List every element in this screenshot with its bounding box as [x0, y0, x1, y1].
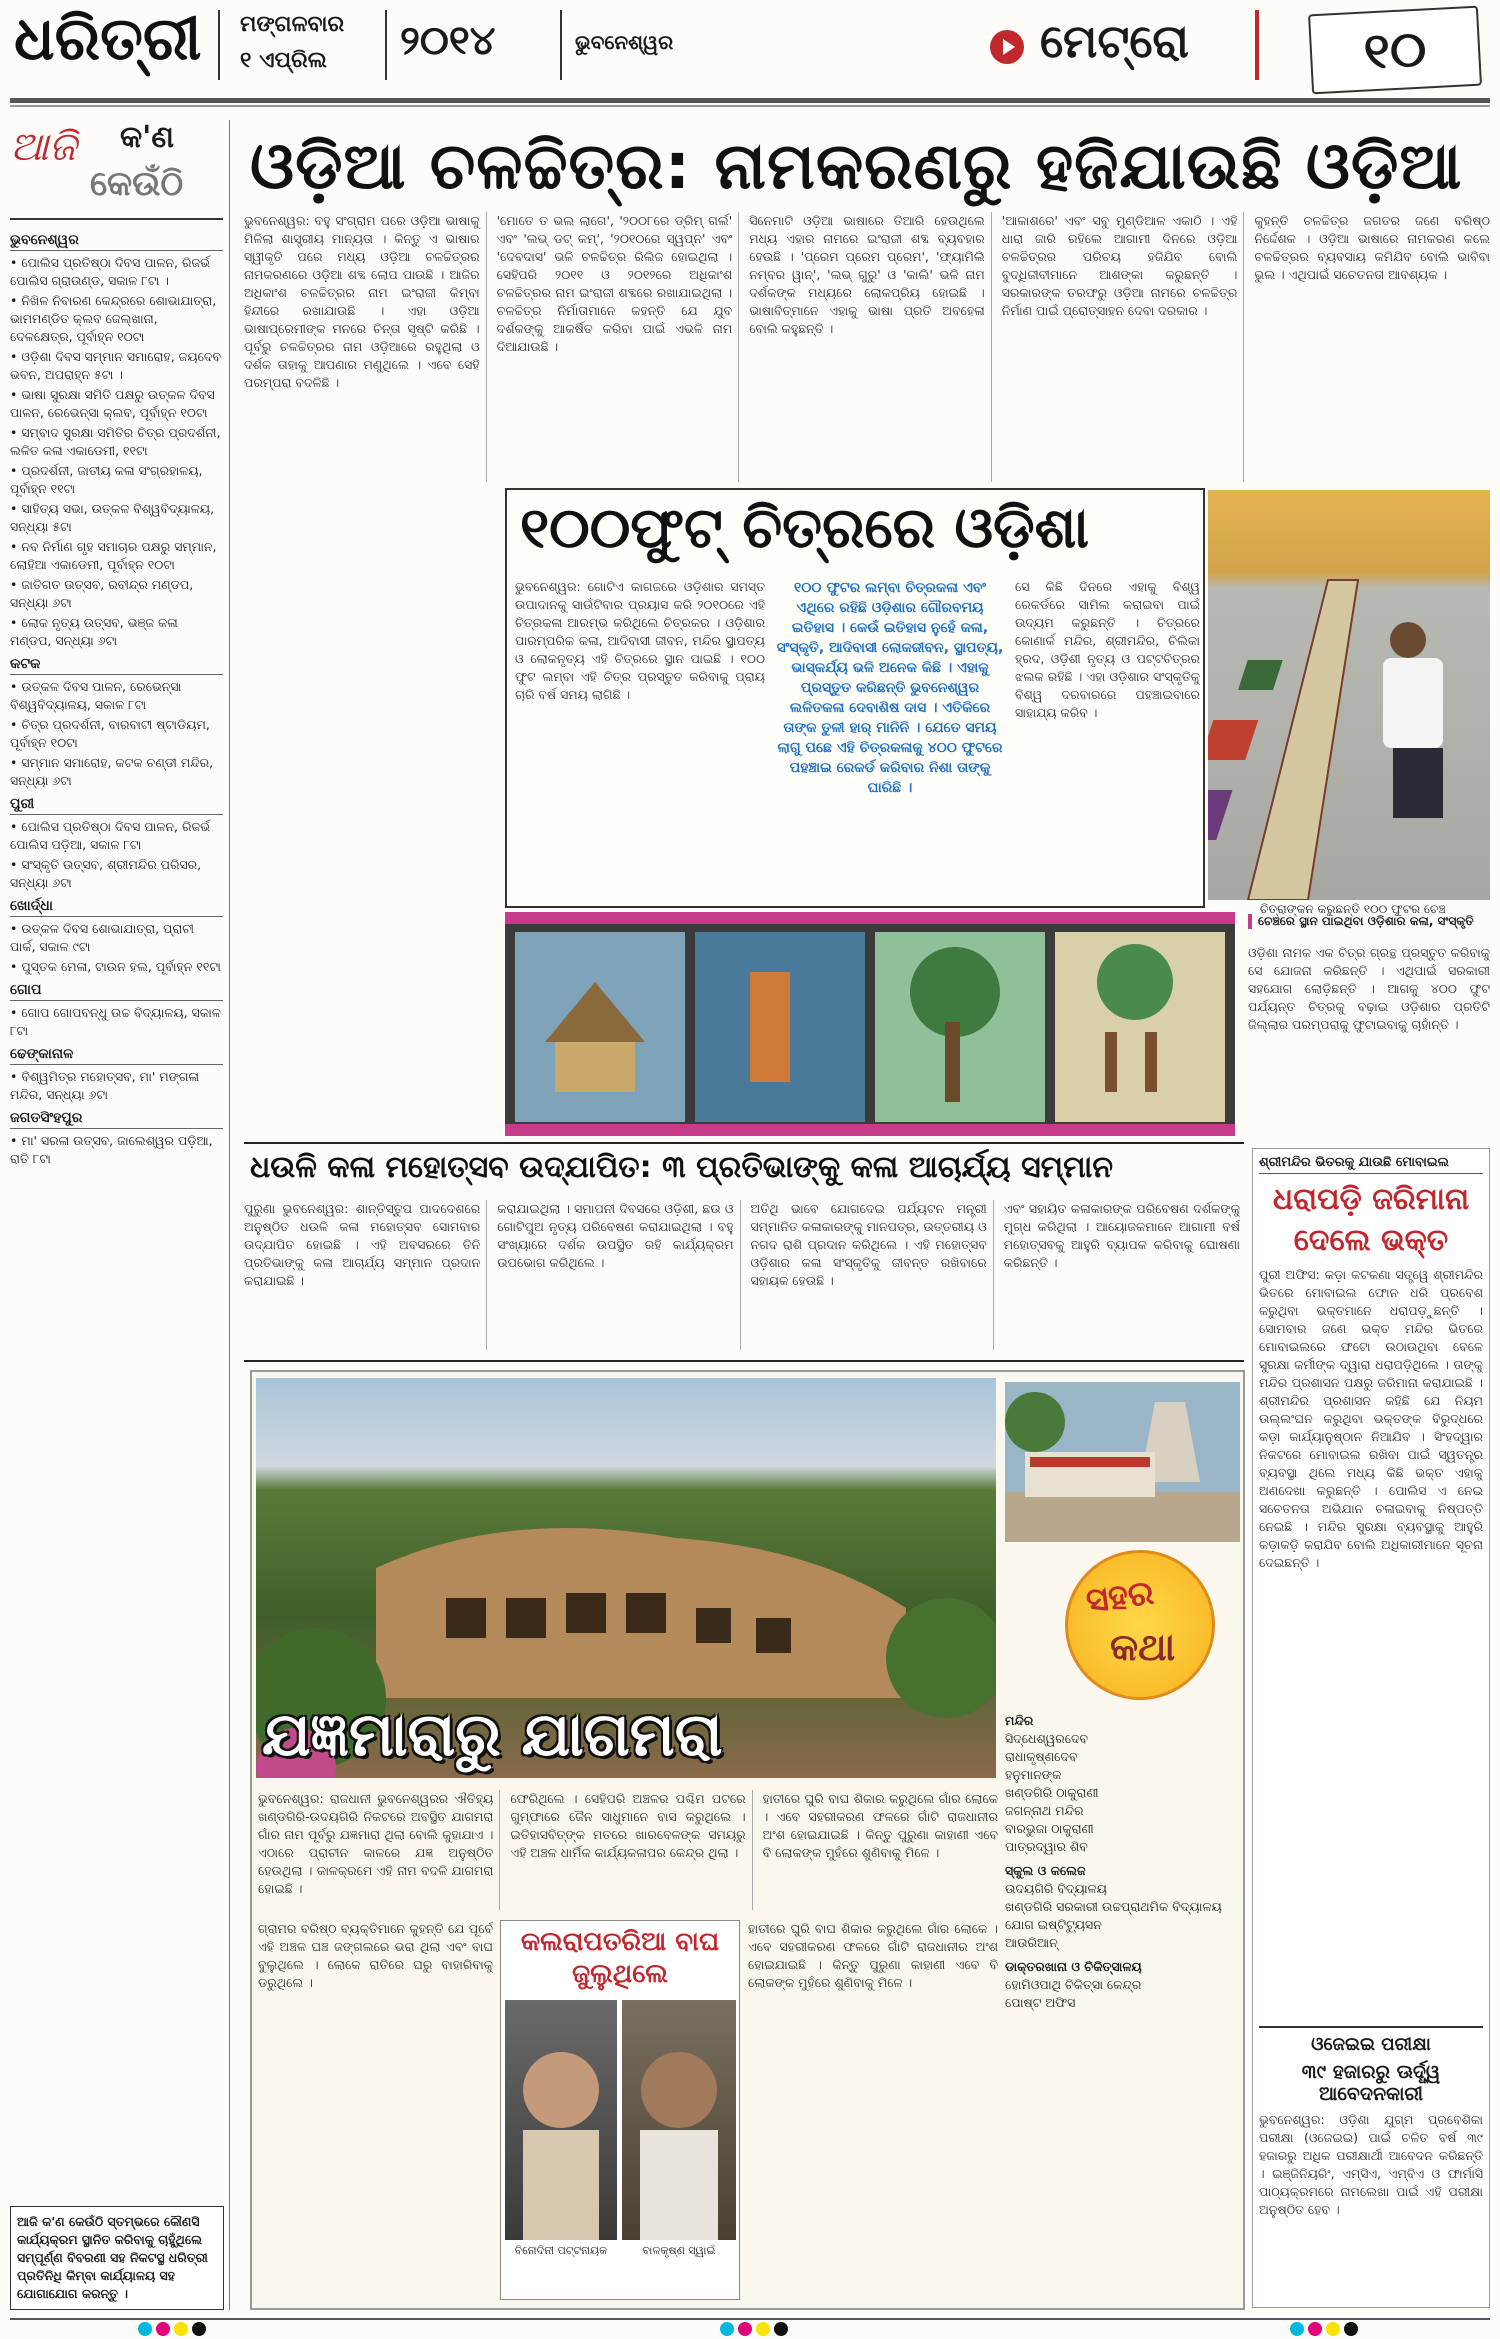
- masthead-date: ୧ ଏପ୍ରିଲ: [240, 48, 327, 73]
- art-strip-caption: ଚେଞ୍ଚରେ ସ୍ଥାନ ପାଇଥିବା ଓଡ଼ିଶାର କଳା, ସଂସ୍କୃତି: [1248, 914, 1488, 929]
- lead-col-1: ଭୁବନେଶ୍ୱର: ବହୁ ସଂଗ୍ରାମ ପରେ ଓଡ଼ିଆ ଭାଷାକୁ ମିଳିଲା ଶାସ୍ତ୍ରୀୟ ମାନ୍ୟତା । କିନ୍ତୁ ଏ ଭାଷାର ସ୍ୱୀକୃତି ପରେ ମଧ୍ୟ ଓଡ଼ିଆ ଚଳଚ୍ଚିତ୍ରର ନାମକରଣରେ ଓଡ଼ିଆ ଶବ୍ଦ ଲୋପ ପାଉଛି । ଆଜିର ଅଧିକାଂଶ ଚଳଚ୍ଚିତ୍ରର ନାମ ଇଂରାଜୀ କିମ୍ବା ହିନ୍ଦୀରେ ରଖାଯାଉଛି । ଏହା ଓଡ଼ିଆ ଭାଷାପ୍ରେମୀଙ୍କ ମନରେ ଚିନ୍ତା ସୃଷ୍ଟି କରିଛି । ପୂର୍ବରୁ ଚଳଚ୍ଚିତ୍ରର ନାମ ଓଡ଼ିଆରେ ରହୁଥିଲା ଓ ଦର୍ଶକ ତାହାକୁ ଆପଣାର ମଣୁଥିଲେ । ଏବେ ସେହି ପରମ୍ପରା ବଦଳିଛି ।: [244, 212, 487, 482]
- aaji-label: ଆଜି: [10, 124, 77, 170]
- udaygiri-columns: [258, 1790, 998, 1910]
- elder-woman-photo: [505, 2000, 617, 2240]
- temple-list: [1005, 1730, 1240, 1856]
- lead-columns: [244, 212, 1490, 482]
- puri-headline-2: ଦେଲେ ଭକ୍ତ: [1293, 1223, 1449, 1258]
- art-col-1: ଭୁବନେଶ୍ୱର: ଗୋଟିଏ କାଗଜରେ ଓଡ଼ିଶାର ସମସ୍ତ ଉପାଦାନକୁ ସାଉଁଟିବାର ପ୍ରୟାସ କରି ୨୦୧୦ରେ ଏହି ଚିତ୍ରକଳା ଆରମ୍ଭ କରିଥିଲେ ଚିତ୍ରକର । ଓଡ଼ିଶାର ପାରମ୍ପରିକ କଳା, ଆଦିବାସୀ ଜୀବନ, ମନ୍ଦିର ସ୍ଥାପତ୍ୟ ଓ ଲୋକନୃତ୍ୟ ଏହି ଚିତ୍ରରେ ସ୍ଥାନ ପାଇଛି । ୧୦୦ ଫୁଟ ଲମ୍ବା ଏହି ଚିତ୍ର ପ୍ରସ୍ତୁତ କରିବାକୁ ପ୍ରାୟ ଚାରି ବର୍ଷ ସମୟ ଲାଗିଛି ।: [515, 579, 765, 702]
- registration-mark-7: [756, 2322, 770, 2336]
- art-col-3: ଓଡ଼ିଶା ନାମକ ଏକ ଚିତ୍ର ଗ୍ରନ୍ଥ ପ୍ରସ୍ତୁତ କରିବାକୁ ସେ ଯୋଜନା କରିଛନ୍ତି । ଏଥିପାଇଁ ସରକାରୀ ସହଯୋଗ ଲୋଡ଼ିଛନ୍ତି । ଆଗକୁ ୪୦୦ ଫୁଟ ପର୍ଯ୍ୟନ୍ତ ଚିତ୍ରକୁ ବଢ଼ାଇ ଓଡ଼ିଶାର ପ୍ରତିଟି ଜିଲ୍ଲାର ପରମ୍ପରାକୁ ଫୁଟାଇବାକୁ ଚାହାଁନ୍ତି ।: [1248, 945, 1490, 1032]
- puri-headline-1: ଧରାପଡ଼ି ଜରିମାନା: [1272, 1182, 1470, 1217]
- artist-photo: [1208, 490, 1490, 900]
- aaji-list-item: • ପୋଲିସ ପ୍ରତିଷ୍ଠା ଦିବସ ପାଳନ, ରିଜର୍ଭ ପୋଲିସ ଗ୍ରାଉଣ୍ଡ, ସକାଳ ୮ଟା ।: [10, 254, 223, 290]
- school-label: ସ୍କୁଲ ଓ କଲେଜ: [1005, 1863, 1086, 1878]
- puri-column: [1252, 1148, 1490, 2308]
- aaji-list-item: • ସମ୍ମାନ ସମାରୋହ, କଟକ ଚଣ୍ଡୀ ମନ୍ଦିର, ସନ୍ଧ୍ୟା ୬ଟା: [10, 754, 223, 790]
- dhauli-col-1: ପୁରୁଣା ଭୁବନେଶ୍ୱର: ଶାନ୍ତିସ୍ତୁପ ପାଦଦେଶରେ ଅନୁଷ୍ଠିତ ଧଉଳି କଳା ମହୋତ୍ସବ ସୋମବାର ଉଦ୍‌ଯାପିତ ହୋଇଛି । ଏହି ଅବସରରେ ତିନି ପ୍ରତିଭାଙ୍କୁ କଳା ଆଚାର୍ଯ୍ୟ ସମ୍ମାନ ପ୍ରଦାନ କରାଯାଇଛି ।: [244, 1200, 487, 1350]
- aaji-list-item: • ଜାତିଗତ ଉତ୍ସବ, ରବୀନ୍ଦ୍ର ମଣ୍ଡପ, ସନ୍ଧ୍ୟା ୬ଟା: [10, 576, 223, 612]
- aaji-list-item: • ସାହିତ୍ୟ ସଭା, ଉତ୍କଳ ବିଶ୍ୱବିଦ୍ୟାଳୟ, ସନ୍ଧ୍ୟା ୫ଟା: [10, 500, 223, 536]
- dhauli-col-4: ଏବଂ ସହାୟିତ କଳାକାରଙ୍କ ପରିବେଷଣ ଦର୍ଶକଙ୍କୁ ମୁଗ୍ଧ କରିଥିଲା । ଆୟୋଜକମାନେ ଆଗାମୀ ବର୍ଷ ମହୋତ୍ସବକୁ ଆହୁରି ବ୍ୟାପକ କରିବାକୁ ଘୋଷଣା କରିଛନ୍ତି ।: [1003, 1201, 1240, 1270]
- info-list-item: ପୋଷ୍ଟ ଅଫିସ: [1005, 1995, 1076, 2010]
- masthead-city: ଭୁବନେଶ୍ୱର: [575, 30, 674, 54]
- info-list-item: ସିଦ୍ଧେଶ୍ୱରଦେବ: [1005, 1731, 1089, 1746]
- badge-bottom: କଥା: [1110, 1625, 1176, 1669]
- aaji-list-item: • ସମ୍ବାଦ ସୁରକ୍ଷା ସମିତିର ଚିତ୍ର ପ୍ରଦର୍ଶନୀ, ଲଳିତ କଳା ଏକାଡେମୀ, ୧୧ଟା: [10, 424, 223, 460]
- registration-mark-3: [174, 2322, 188, 2336]
- lead-col-3: ସିନେମାଟି ଓଡ଼ିଆ ଭାଷାରେ ତିଆରି ହେଉଥିଲେ ମଧ୍ୟ ଏହାର ନାମରେ ଇଂରାଜୀ ଶବ୍ଦ ବ୍ୟବହାର ହେଉଛି । 'ପ୍ରେମ ପ୍ରେମ ପ୍ରେମ', 'ଫ୍ୟାମିଲି ନମ୍ବର ୱାନ୍', 'ଲଭ୍ ଗୁରୁ' ଓ 'କାଲି' ଭଳି ନାମ ଦର୍ଶକଙ୍କ ମଧ୍ୟରେ ଲୋକପ୍ରିୟ ହୋଇଛି । ଭାଷାବିତ୍‌ମାନେ ଏହାକୁ ଭାଷା ପ୍ରତି ଅବହେଳା ବୋଲି କହୁଛନ୍ତି ।: [749, 212, 992, 482]
- info-list-item: ରାଧାକୃଷ୍ଣଦେବ: [1005, 1749, 1078, 1764]
- dhauli-headline: ଧଉଳି କଳା ମହୋତ୍ସବ ଉଦ୍‌ଯାପିତ: ୩ ପ୍ରତିଭାଙ୍କୁ କଳା ଆଚାର୍ଯ୍ୟ ସମ୍ମାନ: [250, 1150, 1114, 1185]
- registration-mark-9: [1290, 2322, 1304, 2336]
- info-list-item: ଖଣ୍ଡଗିରି ସରକାରୀ ଉଚ୍ଚପ୍ରାଥମିକ ବିଦ୍ୟାଳୟ: [1005, 1899, 1222, 1914]
- info-list-item: ବାରଭୁଜା ଠାକୁରାଣୀ: [1005, 1821, 1094, 1836]
- lead-headline: ଓଡ଼ିଆ ଚଳଚ୍ଚିତ୍ର: ନାମକରଣରୁ ହଜିଯାଉଛି ଓଡ଼ିଆ: [250, 130, 1463, 204]
- aaji-list-item: • ପୋଲିସ ପ୍ରତିଷ୍ଠା ଦିବସ ପାଳନ, ରିଜର୍ଭ ପୋଲିସ ପଡ଼ିଆ, ସକାଳ ୮ଟା: [10, 818, 223, 854]
- aaji-sections: [10, 226, 223, 2156]
- masthead-year: ୨୦୧୪: [400, 18, 496, 64]
- aaji-section-title: ଢେଙ୍କାନାଳ: [10, 1046, 223, 1065]
- aaji-section-title: ଭୁବନେଶ୍ୱର: [10, 232, 223, 251]
- info-list-item: ଜଗନ୍ନାଥ ମନ୍ଦିର: [1005, 1803, 1084, 1818]
- aaji-list-item: • ଉତ୍କଳ ଦିବସ ପାଳନ, ରେଭେନ୍ସା ବିଶ୍ୱବିଦ୍ୟାଳୟ, ସକାଳ ୮ଟା: [10, 678, 223, 714]
- registration-mark-5: [720, 2322, 734, 2336]
- lead-col-5: କୁହନ୍ତି ଚଳଚ୍ଚିତ୍ର ଜଗତର ଜଣେ ବରିଷ୍ଠ ନିର୍ଦ୍ଦେଶକ । ଓଡ଼ିଆ ଭାଷାରେ ନାମକରଣ କଲେ ଚଳଚ୍ଚିତ୍ରର ବ୍ୟବସାୟ କମିଯିବ ବୋଲି ଭାବିବା ଭୁଲ । ଏଥିପାଇଁ ସଚେତନତା ଆବଶ୍ୟକ ।: [1254, 213, 1490, 282]
- temple-photo: [1005, 1382, 1240, 1542]
- aaji-list-item: • ସଂସ୍କୃତି ଉତ୍ସବ, ଶ୍ରୀମନ୍ଦିର ପରିସର, ସନ୍ଧ୍ୟା ୬ଟା: [10, 856, 223, 892]
- art-headline: ୧୦୦ଫୁଟ୍ ଚିତ୍ରରେ ଓଡ଼ିଶା: [520, 496, 1090, 561]
- exam-kicker: ଓଜେଇଇ ପରୀକ୍ଷା: [1259, 2026, 1483, 2055]
- dhauli-col-3: ଅତିଥି ଭାବେ ଯୋଗଦେଇ ପର୍ଯ୍ୟଟନ ମନ୍ତ୍ରୀ ସମ୍ମାନିତ କଳାକାରଙ୍କୁ ମାନପତ୍ର, ଉତ୍ତରୀୟ ଓ ନଗଦ ରାଶି ପ୍ରଦାନ କରିଥିଲେ । ଏହି ମହୋତ୍ସବ ଓଡ଼ିଶାର କଳା ସଂସ୍କୃତିକୁ ଜୀବନ୍ତ ରଖିବାରେ ସହାୟକ ହେଉଛି ।: [751, 1200, 994, 1350]
- registration-mark-10: [1308, 2322, 1322, 2336]
- aaji-list-item: • ଚିତ୍ର ପ୍ରଦର୍ଶନୀ, ବାରବାଟୀ ଷ୍ଟାଡିୟମ, ପୂର୍ବାହ୍ନ ୧୦ଟା: [10, 716, 223, 752]
- aaji-list-item: • ମା' ସରଳା ଉତ୍ସବ, ଜାଲେଶ୍ୱର ପଡ଼ିଆ, ରାତି ୮ଟା: [10, 1132, 223, 1168]
- dhauli-columns: [244, 1200, 1240, 1350]
- temple-label: ମନ୍ଦିର: [1005, 1713, 1034, 1728]
- keunthi-label: କେଉଁଠି: [90, 164, 184, 204]
- play-icon: [990, 30, 1024, 64]
- sub-headline: କଲରାପତରିଆ ବାଘ ଜୁଲୁଥିଲେ: [520, 1927, 720, 1989]
- hospital-label: ଡାକ୍ତରଖାନା ଓ ଚିକିତ୍ସାଳୟ: [1005, 1959, 1142, 1974]
- aaji-list-item: • ଲୋକ ନୃତ୍ୟ ଉତ୍ସବ, ଭଞ୍ଜ କଳା ମଣ୍ଡପ, ସନ୍ଧ୍ୟା ୬ଟା: [10, 614, 223, 650]
- hospital-list: [1005, 1976, 1240, 2012]
- school-list: [1005, 1880, 1240, 1952]
- exam-headline: ୩୯ ହଜାରରୁ ଊର୍ଦ୍ଧ୍ୱ ଆବେଦନକାରୀ: [1301, 2061, 1441, 2105]
- aaji-section-title: ପୁରୀ: [10, 796, 223, 815]
- udaygiri-extra: ହାତୀରେ ଘୁରି ବାଘ ଶିକାର କରୁଥିଲେ ଗାଁର ଲୋକେ । ଏବେ ସହରୀକରଣ ଫଳରେ ଗାଁଟି ରାଜଧାନୀର ଅଂଶ ହୋଇଯାଇଛି । କିନ୍ତୁ ପୁରୁଣା କାହାଣୀ ଏବେ ବି ଲୋକଙ୍କ ମୁହଁରେ ଶୁଣିବାକୁ ମିଳେ ।: [748, 1921, 998, 1990]
- udaygiri-col-1: ଭୁବନେଶ୍ୱର: ରାଜଧାନୀ ଭୁବନେଶ୍ୱରର ଐତିହ୍ୟ ଖଣ୍ଡଗିରି-ଉଦୟଗିରି ନିକଟରେ ଅବସ୍ଥିତ ଯାଗମରା ଗାଁର ନାମ ପୂର୍ବରୁ ଯଜ୍ଞମାରା ଥିଲା ବୋଲି କୁହାଯାଏ । ଏଠାରେ ପ୍ରାଚୀନ କାଳରେ ଯଜ୍ଞ ଅନୁଷ୍ଠିତ ହେଉଥିଲା । କାଳକ୍ରମେ ଏହି ନାମ ବଦଳି ଯାଗମରା ହୋଇଛି ।: [258, 1790, 500, 1910]
- aaji-list-item: • ପ୍ରଦର୍ଶନୀ, ଜାତୀୟ କଳା ସଂଗ୍ରହାଳୟ, ପୂର୍ବାହ୍ନ ୧୧ଟା: [10, 462, 223, 498]
- info-list-item: ଉଦୟଗିରି ବିଦ୍ୟାଳୟ: [1005, 1881, 1107, 1896]
- section-name: ମେଟ୍ରୋ: [1040, 14, 1189, 68]
- art-strip-photo: [505, 912, 1235, 1136]
- aaji-column: [10, 120, 230, 2310]
- lead-col-2: 'ମୋତେ ତ ଭଲ ଲାଗେ', '୨୦୦୮ରେ ଡ୍ରିମ୍ ଗର୍ଲ' ଏବଂ 'ଲଭ୍ ଡଟ୍ କମ୍', '୨୦୧୦ରେ ସ୍ୱପ୍ନ' ଏବଂ 'ଦେବଦାସ' ଭଳି ଚଳଚ୍ଚିତ୍ର ରିଲିଜ ହୋଇଥିଲା । ସେହିପରି ୨୦୧୧ ଓ ୨୦୧୨ରେ ଅଧିକାଂଶ ଚଳଚ୍ଚିତ୍ରର ନାମ ଇଂରାଜୀ ଶବ୍ଦରେ ରଖାଯାଇଥିଲା । ଚଳଚ୍ଚିତ୍ର ନିର୍ମାତାମାନେ କହନ୍ତି ଯେ ଯୁବ ଦର୍ଶକଙ୍କୁ ଆକର୍ଷିତ କରିବା ପାଇଁ ଏଭଳି ନାମ ଦିଆଯାଉଛି ।: [497, 212, 740, 482]
- registration-mark-4: [192, 2322, 206, 2336]
- registration-mark-6: [738, 2322, 752, 2336]
- page-number: ୧୦: [1362, 19, 1428, 81]
- lead-col-4: 'ଆକାଶରେ' ଏବଂ ସବୁ ମୁଣ୍ଡିଆଳ ଏକାଠି । ଏହି ଧାରା ଜାରି ରହିଲେ ଆଗାମୀ ଦିନରେ ଓଡ଼ିଆ ଚଳଚ୍ଚିତ୍ରର ପରିଚୟ ହଜିଯିବ ବୋଲି ବୁଦ୍ଧିଜୀବୀମାନେ ଆଶଙ୍କା କରୁଛନ୍ତି । ସରକାରଙ୍କ ତରଫରୁ ଓଡ଼ିଆ ନାମରେ ଚଳଚ୍ଚିତ୍ର ନିର୍ମାଣ ପାଇଁ ପ୍ରୋତ୍ସାହନ ଦେବା ଦରକାର ।: [1002, 212, 1245, 482]
- exam-text: ଭୁବନେଶ୍ୱର: ଓଡ଼ିଶା ଯୁଗ୍ମ ପ୍ରବେଶିକା ପରୀକ୍ଷା (ଓଜେଇଇ) ପାଇଁ ଚଳିତ ବର୍ଷ ୩୯ ହଜାରରୁ ଅଧିକ ପରୀକ୍ଷାର୍ଥୀ ଆବେଦନ କରିଛନ୍ତି । ଇଞ୍ଜିନିୟରିଂ, ଏମ୍‌ସିଏ, ଏମ୍‌ବିଏ ଓ ଫାର୍ମାସି ପାଠ୍ୟକ୍ରମରେ ନାମଲେଖା ପାଇଁ ଏହି ପରୀକ୍ଷା ଅନୁଷ୍ଠିତ ହେବ ।: [1259, 2112, 1483, 2217]
- aaji-list-item: • ପୁସ୍ତକ ମେଳା, ଟାଉନ ହଲ, ପୂର୍ବାହ୍ନ ୧୧ଟା: [10, 958, 223, 976]
- aaji-list-item: • ଭାଷା ସୁରକ୍ଷା ସମିତି ପକ୍ଷରୁ ଉତ୍କଳ ଦିବସ ପାଳନ, ରେଭେନ୍ସା କ୍ଲବ, ପୂର୍ବାହ୍ନ ୧୦ଟା: [10, 386, 223, 422]
- elder-woman-caption: ବିନୋଦିନୀ ପଟ୍ଟନାୟକ: [514, 2244, 608, 2257]
- udaygiri-col-2: ଫେରିଥିଲେ । ସେହିପରି ଅଞ୍ଚଳର ପଶ୍ଚିମ ପଟରେ ଗୁମ୍ଫାରେ ଜୈନ ସାଧୁମାନେ ବାସ କରୁଥିଲେ । ଇତିହାସବିତ୍‌ଙ୍କ ମତରେ ଖାରବେଳଙ୍କ ସମୟରୁ ଏହି ଅଞ୍ଚଳ ଧାର୍ମିକ କାର୍ଯ୍ୟକଳାପର କେନ୍ଦ୍ର ଥିଲା ।: [510, 1790, 752, 1910]
- art-highlight: ୧୦୦ ଫୁଟର ଲମ୍ବା ଚିତ୍ରକଳା ଏବଂ ଏଥିରେ ରହିଛି ଓଡ଼ିଶାର ଗୌରବମୟ ଇତିହାସ । କେଉଁ ଇତିହାସ ନୁହେଁ କଳା, ସଂସ୍କୃତି, ଆଦିବାସୀ ଲୋକଜୀବନ, ସ୍ଥାପତ୍ୟ, ଭାସ୍କର୍ଯ୍ୟ ଭଳି ଅନେକ କିଛି । ଏହାକୁ ପ୍ରସ୍ତୁତ କରିଛନ୍ତି ଭୁବନେଶ୍ୱର ଲଳିତକଳା ଦେବାଶିଷ ଦାସ । ଏତିକିରେ ତାଙ୍କ ତୁଳୀ ହାର୍ ମାନିନି । ଯେତେ ସମୟ ଲାଗୁ ପଛେ ଏହି ଚିତ୍ରକଳାକୁ ୪୦୦ ଫୁଟରେ ପହଞ୍ଚାଇ ରେକର୍ଡ କରିବାର ନିଶା ତାଙ୍କୁ ଘାରିଛି ।: [776, 580, 1004, 796]
- aaji-list-item: • ନିଖିଳ ନିବାରଣ କେନ୍ଦ୍ରରେ ଶୋଭାଯାତ୍ରା, ଭାମମଣ୍ଡିତ କ୍ଲବ ଜେଲ୍‌ଖାନା, ଦେଳକ୍ଷେତ୍ର, ପୂର୍ବାହ୍ନ ୧୦ଟା: [10, 292, 223, 346]
- masthead: [0, 0, 1500, 100]
- info-list-item: ଖଣ୍ଡଗିରି ଠାକୁରାଣୀ: [1005, 1785, 1099, 1800]
- aaji-list-item: • ଗୋପ ଗୋପବନ୍ଧୁ ଉଚ୍ଚ ବିଦ୍ୟାଳୟ, ସକାଳ ୮ଟା: [10, 1004, 223, 1040]
- info-list-item: ପାତ୍ରଦ୍ୱାର ଶିବ: [1005, 1839, 1088, 1854]
- art-col-2: ସେ କିଛି ଦିନରେ ଏହାକୁ ବିଶ୍ୱ ରେକର୍ଡରେ ସାମିଲ କରାଇବା ପାଇଁ ଉଦ୍ୟମ କରୁଛନ୍ତି । ଚିତ୍ରରେ କୋଣାର୍କ ମନ୍ଦିର, ଶ୍ରୀମନ୍ଦିର, ଚିଲିକା ହ୍ରଦ, ଓଡ଼ିଶୀ ନୃତ୍ୟ ଓ ପଟ୍ଟଚିତ୍ରର ଝଲକ ରହିଛି । ଏହା ଓଡ଼ିଶାର ସଂସ୍କୃତିକୁ ବିଶ୍ୱ ଦରବାରରେ ପହଞ୍ଚାଇବାରେ ସାହାଯ୍ୟ କରିବ ।: [1015, 579, 1200, 720]
- artist-photo-caption: ଚିତ୍ରାଙ୍କନ କରୁଛନ୍ତି ୧୦୦ ଫୁଟର ଚେଞ୍ଚ: [1260, 902, 1446, 916]
- kana-label: କ'ଣ: [120, 120, 175, 155]
- page-number-box: [1308, 6, 1482, 95]
- masthead-day: ମଙ୍ଗଳବାର: [240, 12, 345, 37]
- sub-text: ଗ୍ରାମର ବରିଷ୍ଠ ବ୍ୟକ୍ତିମାନେ କୁହନ୍ତି ଯେ ପୂର୍ବେ ଏହି ଅଞ୍ଚଳ ଘଞ୍ଚ ଜଙ୍ଗଲରେ ଭରା ଥିଲା ଏବଂ ବାଘ ବୁଲୁଥିଲେ । ଲୋକେ ରାତିରେ ଘରୁ ବାହାରିବାକୁ ଡରୁଥିଲେ ।: [258, 1921, 493, 1990]
- aaji-section-title: ଜଗତସିଂହପୁର: [10, 1110, 223, 1129]
- registration-mark-2: [156, 2322, 170, 2336]
- udaygiri-info: [1005, 1712, 1240, 2012]
- info-list-item: ଆଉରିଆନ୍: [1005, 1935, 1058, 1950]
- elder-man-photo: [622, 2000, 736, 2240]
- info-list-item: ହୋମିଓପାଥି ଚିକିତ୍ସା କେନ୍ଦ୍ର: [1005, 1977, 1142, 1992]
- aaji-list-item: • ବିଶ୍ୱମିତ୍ର ମହୋତ୍ସବ, ମା' ମଙ୍ଗଳା ମନ୍ଦିର, ସନ୍ଧ୍ୟା ୬ଟା: [10, 1068, 223, 1104]
- puri-kicker: ଶ୍ରୀମନ୍ଦିର ଭିତରକୁ ଯାଉଛି ମୋବାଇଲ: [1259, 1155, 1483, 1174]
- dhauli-col-2: କରାଯାଇଥିଲା । ସମାପନୀ ଦିବସରେ ଓଡ଼ିଶୀ, ଛଉ ଓ ଗୋଟିପୁଅ ନୃତ୍ୟ ପରିବେଷଣ କରାଯାଇଥିଲା । ବହୁ ସଂଖ୍ୟାରେ ଦର୍ଶକ ଉପସ୍ଥିତ ରହି କାର୍ଯ୍ୟକ୍ରମ ଉପଭୋଗ କରିଥିଲେ ।: [497, 1200, 740, 1350]
- aaji-list-item: • ଉତ୍କଳ ଦିବସ ଶୋଭାଯାତ୍ରା, ପ୍ରାଚୀ ପାର୍କ, ସକାଳ ୯ଟା: [10, 920, 223, 956]
- info-list-item: ଯୋଗ ଇଷ୍ଟିଟ୍ୟୁସନ: [1005, 1917, 1102, 1932]
- aaji-list-item: • ଓଡ଼ିଶା ଦିବସ ସମ୍ମାନ ସମାରୋହ, ଜୟଦେବ ଭବନ, ଅପରାହ୍ନ ୫ଟା ।: [10, 348, 223, 384]
- puri-text: ପୁରୀ ଅଫିସ: କଡ଼ା କଟକଣା ସତ୍ତ୍ୱେ ଶ୍ରୀମନ୍ଦିର ଭିତରେ ମୋବାଇଲ ଫୋନ ଧରି ପ୍ରବେଶ କରୁଥିବା ଭକ୍ତମାନେ ଧରାପଡ଼ୁଛନ୍ତି । ସୋମବାର ଜଣେ ଭକ୍ତ ମନ୍ଦିର ଭିତରେ ମୋବାଇଲରେ ଫଟୋ ଉଠାଉଥିବା ବେଳେ ସୁରକ୍ଷା କର୍ମୀଙ୍କ ଦ୍ୱାରା ଧରାପଡ଼ିଥିଲେ । ତାଙ୍କୁ ମନ୍ଦିର ପ୍ରଶାସନ ପକ୍ଷରୁ ଜରିମାନା କରାଯାଇଛି । ଶ୍ରୀମନ୍ଦିର ପ୍ରଶାସନ କହିଛି ଯେ ନିୟମ ଉଲ୍ଲଂଘନ କରୁଥିବା ଭକ୍ତଙ୍କ ବିରୁଦ୍ଧରେ କଡ଼ା କାର୍ଯ୍ୟାନୁଷ୍ଠାନ ନିଆଯିବ । ସିଂହଦ୍ୱାର ନିକଟରେ ମୋବାଇଲ ରଖିବା ପାଇଁ ସ୍ୱତନ୍ତ୍ର ବ୍ୟବସ୍ଥା ଥିଲେ ମଧ୍ୟ କିଛି ଭକ୍ତ ଏହାକୁ ଅଣଦେଖା କରୁଛନ୍ତି । ପୋଲିସ ଏ ନେଇ ସଚେତନତା ଅଭିଯାନ ଚଳାଇବାକୁ ନିଷ୍ପତ୍ତି ନେଇଛି । ମନ୍ଦିର ସୁରକ୍ଷା ବ୍ୟବସ୍ଥାକୁ ଆହୁରି କଡ଼ାକଡ଼ି କରାଯିବ ବୋଲି ଅଧିକାରୀମାନେ ସୂଚନା ଦେଇଛନ୍ତି ।: [1259, 1267, 1483, 1570]
- aaji-footer-note: ଆଜି କ'ଣ କେଉଁଠି ସ୍ତମ୍ଭରେ କୌଣସି କାର୍ଯ୍ୟକ୍ରମ ସ୍ଥାନିତ କରିବାକୁ ଚାହୁଁଥିଲେ ସମ୍ପୂର୍ଣ୍ଣ ବିବରଣୀ ସହ ନିକଟସ୍ଥ ଧରିତ୍ରୀ ପ୍ରତିନିଧି କିମ୍ବା କାର୍ଯ୍ୟାଳୟ ସହ ଯୋଗାଯୋଗ କରନ୍ତୁ ।: [10, 2206, 224, 2310]
- paper-name: ଧରିତ୍ରୀ: [14, 4, 202, 74]
- badge-top: ସହର: [1083, 1572, 1157, 1622]
- aaji-list-item: • ନବ ନିର୍ମାଣ ଗୃହ ସମାଚାର ପକ୍ଷରୁ ସମ୍ମାନ, ଲୋହିଆ ଏକାଡେମୀ, ପୂର୍ବାହ୍ନ ୧୦ଟା: [10, 538, 223, 574]
- registration-mark-1: [138, 2322, 152, 2336]
- info-list-item: ହନୁମାନଙ୍କ: [1005, 1767, 1062, 1782]
- udaygiri-headline: ଯଜ୍ଞମାରାରୁ ଯାଗମରା: [262, 1700, 723, 1770]
- aaji-section-title: ଗୋପ: [10, 982, 223, 1001]
- elder-man-caption: ବାଳକୃଷ୍ଣ ସ୍ୱାଇଁ: [642, 2244, 716, 2257]
- aaji-section-title: କଟକ: [10, 656, 223, 675]
- registration-mark-12: [1344, 2322, 1358, 2336]
- registration-mark-11: [1326, 2322, 1340, 2336]
- sahara-katha-badge: [1065, 1550, 1215, 1700]
- udaygiri-col-3: ହାତୀରେ ଘୁରି ବାଘ ଶିକାର କରୁଥିଲେ ଗାଁର ଲୋକେ । ଏବେ ସହରୀକରଣ ଫଳରେ ଗାଁଟି ରାଜଧାନୀର ଅଂଶ ହୋଇଯାଇଛି । କିନ୍ତୁ ପୁରୁଣା କାହାଣୀ ଏବେ ବି ଲୋକଙ୍କ ମୁହଁରେ ଶୁଣିବାକୁ ମିଳେ ।: [762, 1791, 998, 1860]
- aaji-section-title: ଖୋର୍ଦ୍ଧା: [10, 898, 223, 917]
- registration-mark-8: [774, 2322, 788, 2336]
